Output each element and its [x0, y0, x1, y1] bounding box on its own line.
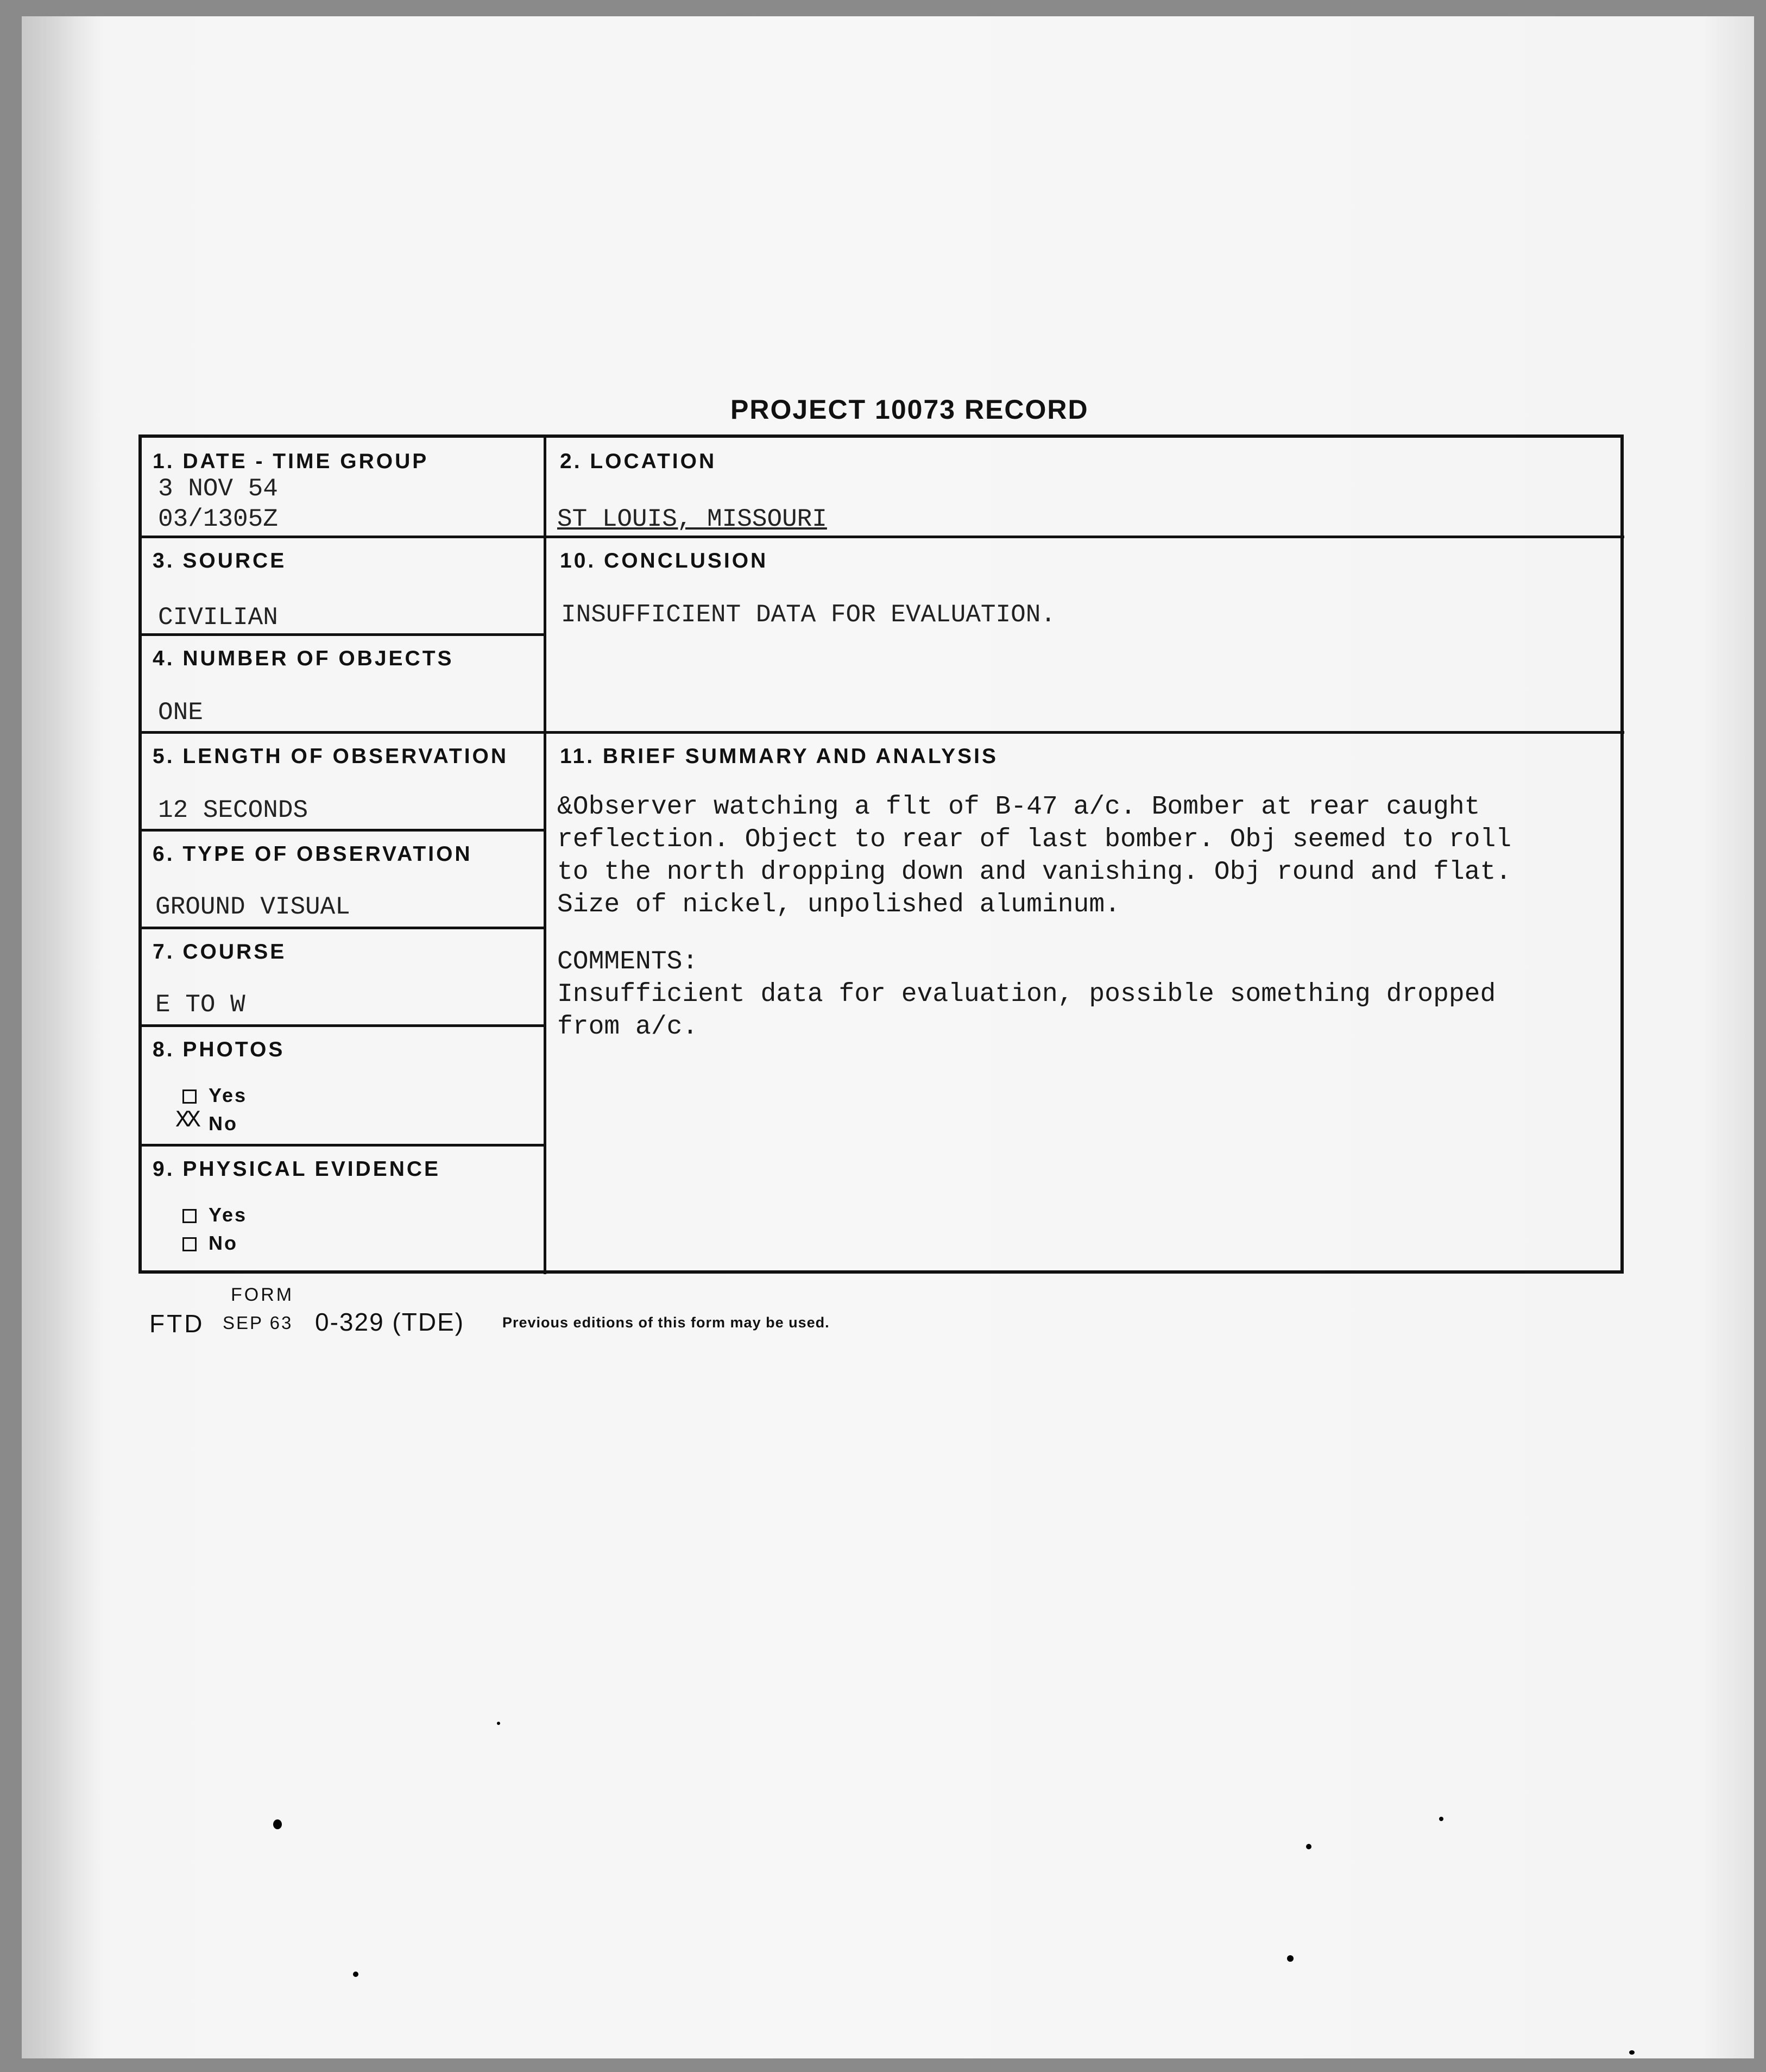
physical-evidence-no-option — [182, 1232, 238, 1255]
scan-speck — [1287, 1955, 1294, 1962]
row-divider — [142, 1144, 544, 1147]
footer-form-number: 0-329 (TDE) — [315, 1308, 465, 1336]
footer-ftd: FTD — [149, 1309, 205, 1338]
physical-evidence-yes-label: Yes — [209, 1204, 248, 1226]
row-divider — [142, 731, 1624, 734]
location-value: ST LOUIS, MISSOURI — [557, 505, 827, 533]
scan-speck — [1439, 1817, 1443, 1821]
type-of-observation-label: 6. TYPE OF OBSERVATION — [153, 842, 472, 866]
summary-line: to the north dropping down and vanishing. Obj round and flat. — [557, 858, 1512, 887]
record-form — [138, 434, 1624, 1274]
row-divider — [142, 829, 544, 832]
scan-speck — [497, 1722, 500, 1725]
course-label: 7. COURSE — [153, 940, 287, 963]
scan-speck — [1306, 1844, 1311, 1849]
length-of-observation-label: 5. LENGTH OF OBSERVATION — [153, 745, 509, 768]
date-time-label: 1. DATE - TIME GROUP — [153, 450, 429, 473]
physical-evidence-yes-option — [182, 1204, 247, 1226]
location-label: 2. LOCATION — [560, 450, 717, 473]
comments-label: COMMENTS: — [557, 947, 698, 977]
summary-text — [557, 791, 1511, 921]
comments-line: Insufficient data for evaluation, possible something dropped — [557, 980, 1496, 1009]
photos-no-label: No — [209, 1112, 238, 1135]
time-value: 03/1305Z — [158, 505, 278, 533]
physical-evidence-no-label: No — [209, 1232, 238, 1254]
footer-form-label: FORM — [231, 1284, 294, 1305]
summary-line: Size of nickel, unpolished aluminum. — [557, 890, 1120, 920]
row-divider — [142, 927, 544, 929]
footer-note: Previous editions of this form may be used. — [502, 1314, 830, 1331]
scan-speck — [1629, 2050, 1635, 2055]
number-of-objects-value: ONE — [158, 698, 203, 727]
footer-form-date: SEP 63 — [223, 1313, 293, 1333]
source-value: CIVILIAN — [158, 603, 278, 632]
photos-yes-checkbox — [182, 1089, 197, 1104]
source-label: 3. SOURCE — [153, 549, 287, 572]
photos-yes-option — [182, 1084, 247, 1107]
length-of-observation-value: 12 SECONDS — [158, 796, 308, 824]
summary-line: reflection. Object to rear of last bomber. Obj seemed to roll — [557, 825, 1512, 854]
record-title: PROJECT 10073 RECORD — [730, 394, 1089, 425]
comments-text — [557, 946, 1496, 1043]
physical-evidence-yes-checkbox — [182, 1209, 197, 1223]
row-divider — [142, 1024, 544, 1027]
number-of-objects-label: 4. NUMBER OF OBJECTS — [153, 647, 454, 670]
scan-speck — [353, 1972, 358, 1977]
physical-evidence-no-checkbox — [182, 1237, 197, 1251]
date-value: 3 NOV 54 — [158, 475, 278, 503]
course-value: E TO W — [155, 991, 245, 1019]
comments-line: from a/c. — [557, 1012, 698, 1042]
photos-no-typed-mark: XX — [175, 1107, 198, 1134]
scan-edge-shadow — [22, 16, 103, 2058]
row-divider — [142, 633, 544, 636]
conclusion-label: 10. CONCLUSION — [560, 549, 768, 572]
type-of-observation-value: GROUND VISUAL — [155, 893, 350, 921]
scan-speck — [273, 1819, 282, 1829]
row-divider — [142, 536, 1624, 538]
photos-yes-label: Yes — [209, 1084, 248, 1106]
summary-label: 11. BRIEF SUMMARY AND ANALYSIS — [560, 745, 998, 768]
column-divider — [544, 438, 546, 1274]
physical-evidence-label: 9. PHYSICAL EVIDENCE — [153, 1157, 441, 1181]
summary-line: &Observer watching a flt of B-47 a/c. Bomber at rear caught — [557, 792, 1480, 822]
photos-label: 8. PHOTOS — [153, 1038, 285, 1061]
conclusion-value: INSUFFICIENT DATA FOR EVALUATION. — [561, 601, 1056, 629]
